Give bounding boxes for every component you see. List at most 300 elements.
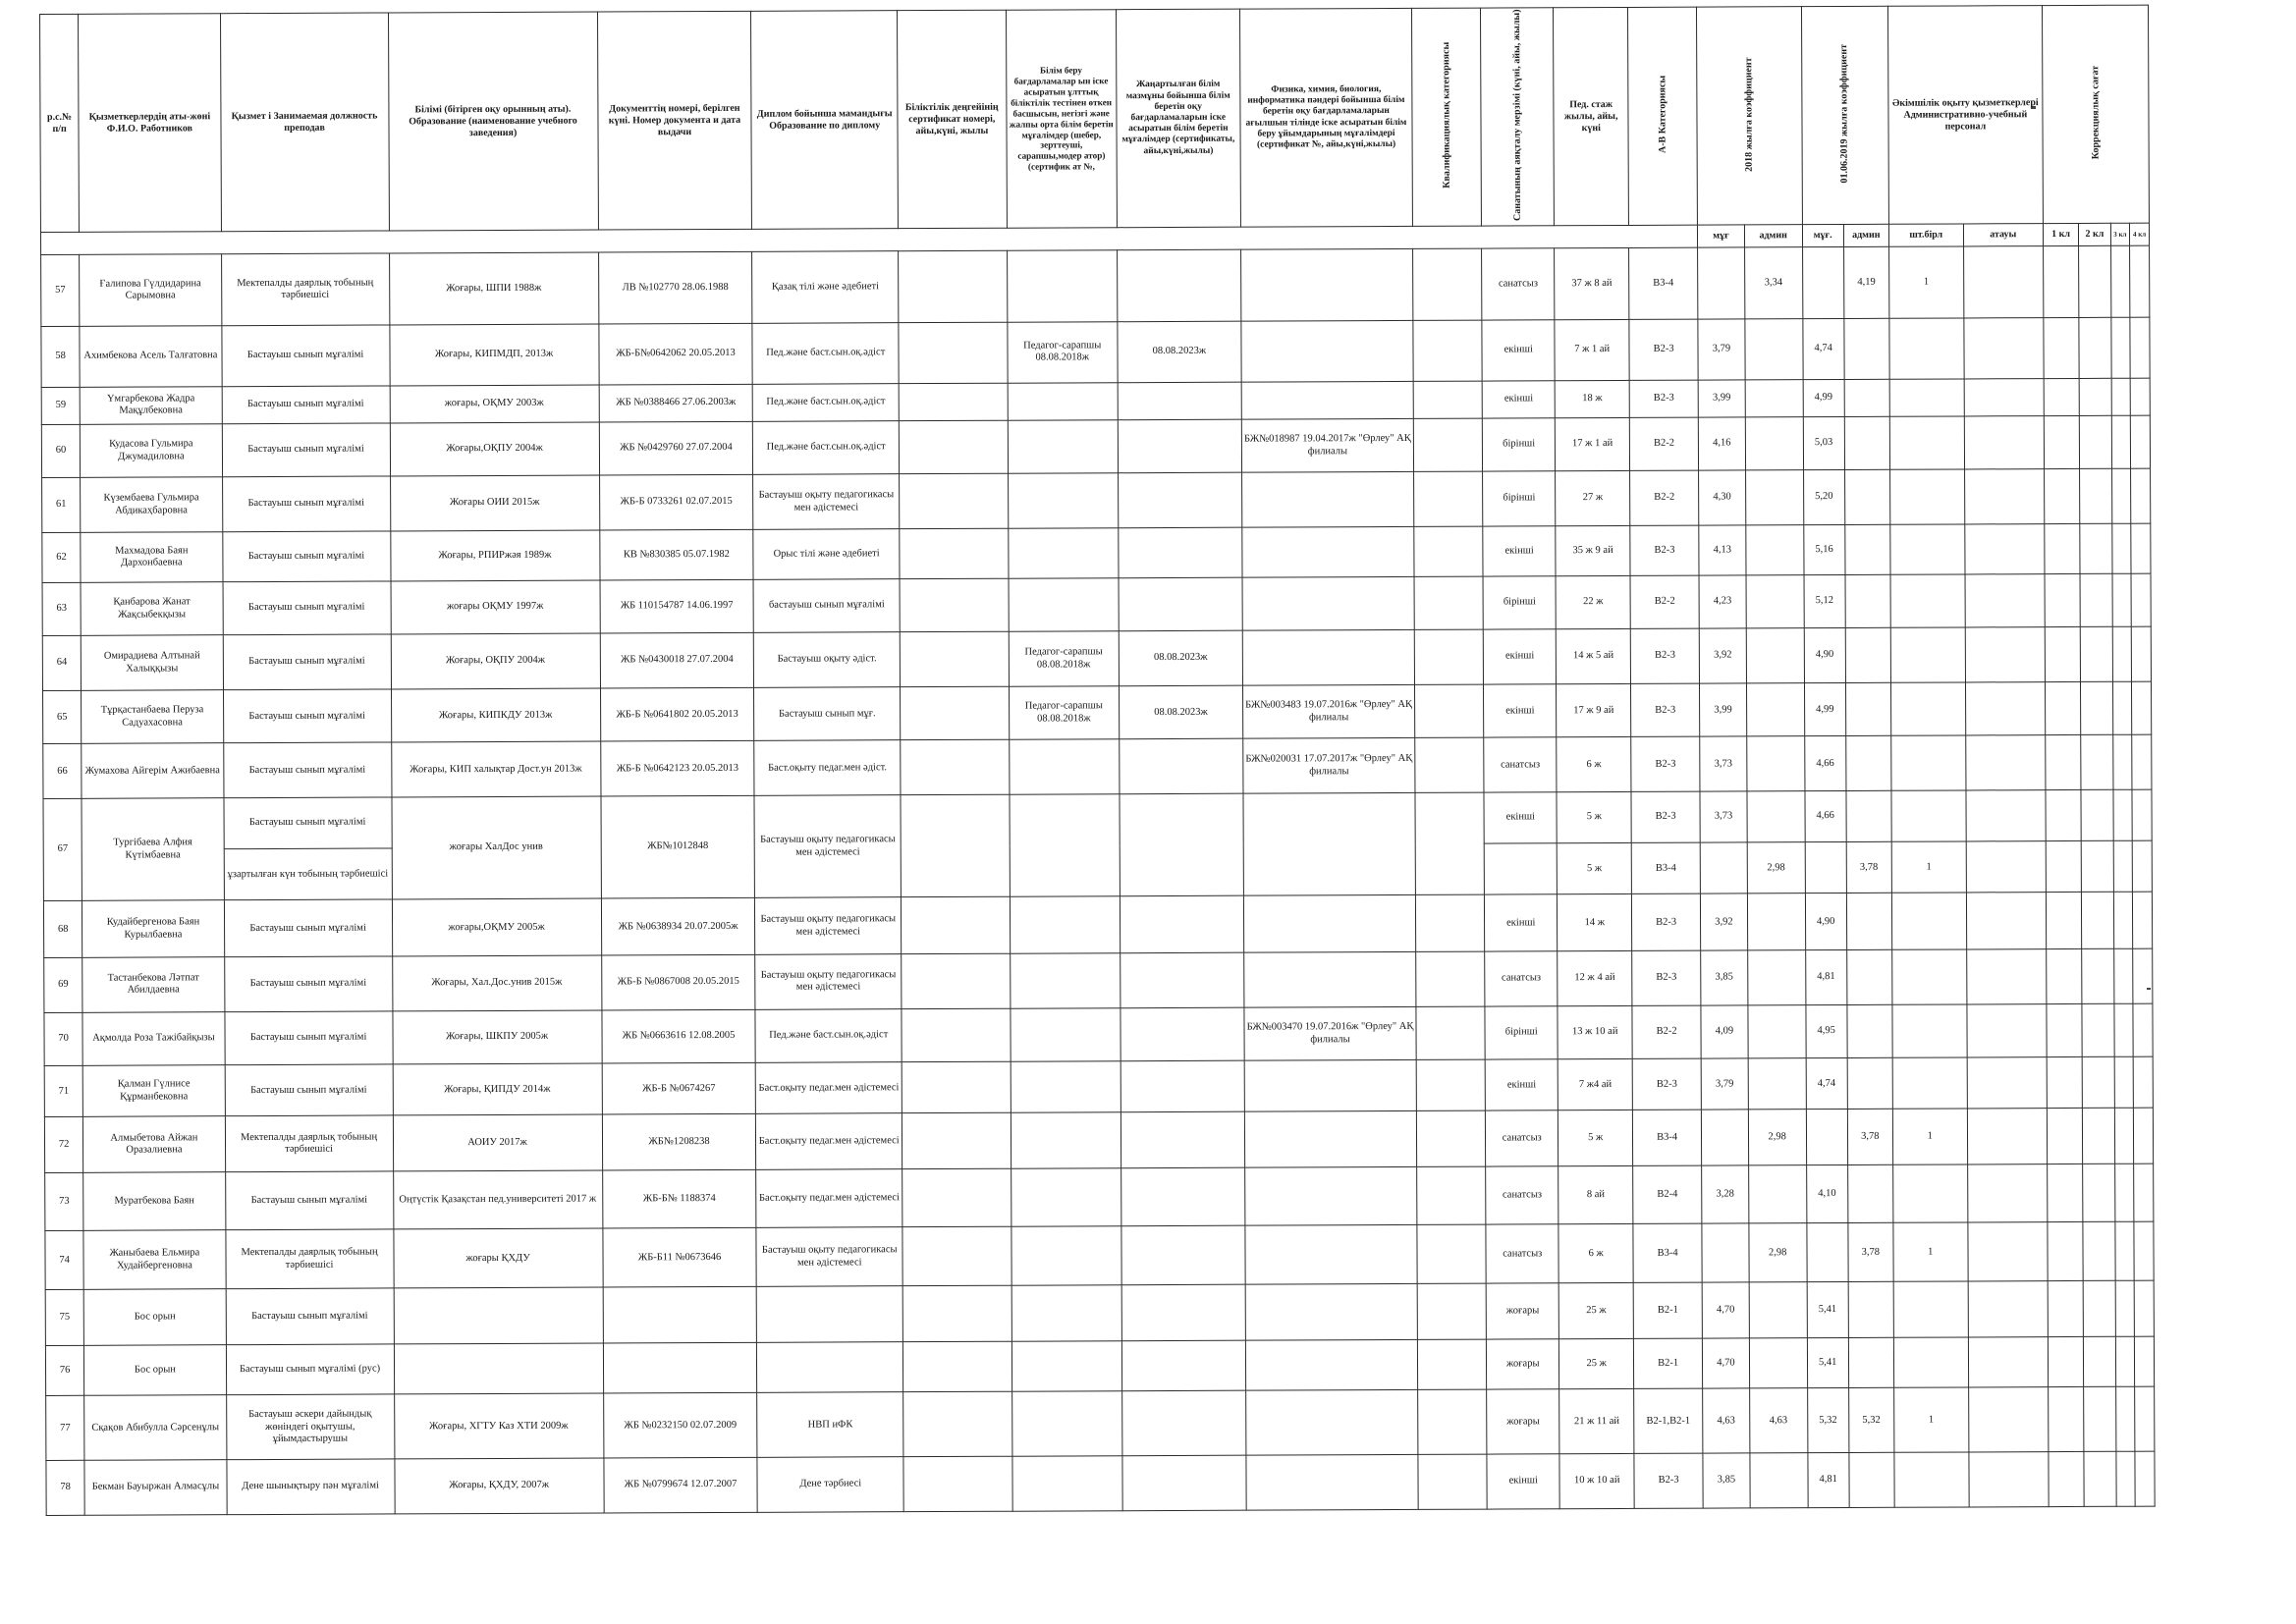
staff-unit xyxy=(1892,1004,1967,1058)
coef-2019-teacher: 4,66 xyxy=(1805,790,1846,841)
class-3-hours xyxy=(2110,318,2130,378)
certificate xyxy=(900,474,1009,529)
document-number: ЖБ №0663616 12.08.2005 xyxy=(601,1009,755,1063)
coef-2018-teacher: 3,85 xyxy=(1701,950,1748,1005)
document-number xyxy=(603,1343,757,1394)
class-2-hours xyxy=(2080,523,2111,573)
admin-title xyxy=(1967,1057,2048,1109)
staff-unit xyxy=(1893,1337,1968,1387)
category-status: санатсыз xyxy=(1482,248,1556,320)
coef-2018-admin xyxy=(1747,950,1805,1005)
category-status: бірінші xyxy=(1485,1006,1558,1060)
coef-2019-admin xyxy=(1845,736,1891,791)
diploma-specialty: Бастауыш оқыту педагогикасы мен әдістемесі xyxy=(755,954,902,1009)
coef-2018-teacher xyxy=(1702,1223,1749,1282)
employee-name: Қанбарова Жанат Жақсыбекқызы xyxy=(81,582,223,636)
employee-name: Кудасова Гульмира Джумадиловна xyxy=(81,424,223,478)
position: Мектепалды даярлық тобының тәрбиешісі xyxy=(225,1115,393,1172)
subheader-sht-birl: шт.бірл xyxy=(1888,224,1963,246)
class-3-hours xyxy=(2112,789,2132,840)
stem-teacher-cert xyxy=(1245,1167,1417,1226)
employee-name: Тургібаева Алфия Күтімбаевна xyxy=(82,798,224,901)
coef-2018-admin xyxy=(1745,379,1803,416)
document-number: ЖБ-Б 0733261 02.07.2015 xyxy=(599,475,753,530)
coef-2018-teacher: 3,99 xyxy=(1700,683,1747,737)
diploma-specialty: Пед.және баст.сын.оқ.әдіст xyxy=(752,323,899,384)
education: Жоғары ОИИ 2015ж xyxy=(390,475,599,531)
coef-2018-admin xyxy=(1749,1282,1807,1338)
table-row xyxy=(41,317,2150,387)
qualification-category xyxy=(1418,1454,1487,1509)
category-ab: В2-2 xyxy=(1630,470,1699,525)
class-2-hours xyxy=(2079,318,2110,379)
coef-2019-admin xyxy=(1844,416,1890,470)
header-specialty: Диплом бойынша мамандығы Образование по диплому xyxy=(751,11,898,230)
updated-program-cert xyxy=(1117,249,1240,322)
education: АОИУ 2017ж xyxy=(393,1114,602,1171)
program-teacher-cert xyxy=(1011,1341,1121,1391)
admin-title xyxy=(1968,1387,2049,1452)
diploma-specialty: Бастауыш оқыту әдіст. xyxy=(754,632,901,687)
admin-title xyxy=(1966,841,2047,893)
employee-name: Алмыбетова Айжан Оразалиевна xyxy=(83,1116,226,1172)
education: жоғары ХалДос унив xyxy=(392,796,601,899)
program-teacher-cert xyxy=(1011,1391,1121,1457)
category-status: екінші xyxy=(1482,380,1555,418)
class-1-hours xyxy=(2046,735,2082,790)
updated-program-cert xyxy=(1120,952,1243,1007)
class-2-hours xyxy=(2080,469,2111,524)
program-teacher-cert xyxy=(1008,420,1118,474)
certificate xyxy=(900,632,1009,687)
coef-2019-admin xyxy=(1847,1004,1893,1058)
updated-program-cert xyxy=(1121,1007,1244,1061)
ped-stage: 12 ж 4 ай xyxy=(1558,951,1632,1006)
category-ab: В2-1 xyxy=(1633,1338,1702,1388)
position: Бастауыш сынып мұғалімі xyxy=(225,1171,393,1230)
row-number: 58 xyxy=(41,327,81,388)
header-category-ab xyxy=(1628,7,1698,226)
coef-2019-admin xyxy=(1848,1337,1893,1387)
document-number: ЖБ№1208238 xyxy=(602,1114,756,1170)
diploma-specialty: Бастауыш оқыту педагогикасы мен әдістемесі xyxy=(756,1227,902,1287)
stem-teacher-cert xyxy=(1244,1060,1416,1112)
class-3-hours xyxy=(2112,627,2132,682)
category-status: екінші xyxy=(1483,629,1557,684)
admin-title xyxy=(1967,1164,2048,1222)
coef-2018-teacher: 3,92 xyxy=(1699,628,1746,683)
ped-stage: 17 ж 1 ай xyxy=(1556,417,1630,471)
qualification-category xyxy=(1414,576,1483,630)
certificate xyxy=(902,1286,1011,1342)
position: Бастауыш сынып мұғалімі xyxy=(224,899,392,957)
class-1-hours xyxy=(2046,841,2082,893)
coef-2019-admin xyxy=(1846,949,1892,1004)
education: жоғары ОҚМУ 1997ж xyxy=(391,580,600,634)
ped-stage: 22 ж xyxy=(1556,575,1630,629)
program-teacher-cert xyxy=(1007,250,1117,322)
class-2-hours xyxy=(2081,627,2112,682)
program-teacher-cert xyxy=(1008,473,1118,528)
coef-2018-teacher: 3,73 xyxy=(1700,791,1747,842)
row-number: 69 xyxy=(44,958,82,1013)
category-ab: В3-4 xyxy=(1632,1110,1701,1165)
stem-teacher-cert xyxy=(1242,526,1414,577)
updated-program-cert xyxy=(1121,1285,1245,1341)
class-1-hours xyxy=(2049,1452,2085,1507)
class-2-hours xyxy=(2080,415,2111,469)
header-admin-staff: Әкімшілік оқыту қызметкерлері Административно-учебный персонал xyxy=(1887,6,2043,225)
category-ab: В2-3 xyxy=(1632,1058,1701,1110)
header-qualification-category-text: Квалификациялық категориясы xyxy=(1440,41,1452,189)
document-number: ЖБ №0429760 27.07.2004 xyxy=(599,421,753,475)
diploma-specialty xyxy=(757,1342,903,1393)
diploma-specialty: Пед.және баст.сын.оқ.әдіст xyxy=(753,383,900,421)
admin-title xyxy=(1967,1222,2048,1282)
table-row xyxy=(46,1451,2155,1515)
updated-program-cert xyxy=(1121,1340,1245,1391)
header-certificate: Біліктілік деңгейінің сертификат номері, айы,күні, жылы xyxy=(897,10,1007,229)
class-1-hours xyxy=(2049,1387,2085,1452)
header-updated-program: Жаңартылған білім мазмұны бойынша білім беретін оқу бағдарламаларын іске асыратын білім беретін мұғалімдер (сертификаты, айы,күні,жылы) xyxy=(1116,9,1240,228)
updated-program-cert xyxy=(1118,473,1241,528)
document-number: ЖБ-Б №0642123 20.05.2013 xyxy=(600,741,754,796)
row-number: 57 xyxy=(41,255,81,327)
document-number: ЛВ №102770 28.06.1988 xyxy=(598,252,752,325)
coef-2019-teacher: 5,16 xyxy=(1803,524,1844,574)
category-status: екінші xyxy=(1485,894,1558,951)
coef-2019-admin xyxy=(1844,319,1890,380)
qualification-category xyxy=(1413,248,1482,320)
education: Жоғары, Хал.Дос.унив 2015ж xyxy=(392,955,601,1011)
class-1-hours xyxy=(2046,893,2082,949)
class-1-hours xyxy=(2044,378,2080,415)
admin-title xyxy=(1964,469,2045,524)
coef-2018-admin xyxy=(1745,470,1803,525)
qualification-category xyxy=(1417,1166,1486,1224)
class-4-hours xyxy=(2134,1221,2154,1280)
updated-program-cert xyxy=(1121,1167,1244,1226)
class-3-hours xyxy=(2114,1109,2134,1164)
subheader-class-1: 1 кл xyxy=(2043,224,2079,246)
certificate xyxy=(901,740,1010,795)
coef-2019-admin: 3,78 xyxy=(1846,841,1891,893)
position: Бастауыш сынып мұғалімі xyxy=(223,581,391,635)
employee-name: Қалман Гүлнисе Құрманбековна xyxy=(82,1065,225,1117)
subheader-admin-2018: админ xyxy=(1744,225,1802,247)
program-teacher-cert xyxy=(1010,896,1120,953)
table-row xyxy=(44,1056,2153,1116)
coef-2018-admin: 2,98 xyxy=(1748,1110,1806,1165)
coef-2018-teacher xyxy=(1698,247,1745,319)
position: Бастауыш сынып мұғалімі xyxy=(223,634,391,689)
class-2-hours xyxy=(2083,1164,2114,1221)
class-2-hours xyxy=(2083,1221,2114,1280)
table-row xyxy=(41,245,2150,326)
table-row xyxy=(45,1281,2154,1346)
row-number: 66 xyxy=(43,744,82,799)
admin-title xyxy=(1963,318,2044,379)
employee-name: Жаныбаева Ельмира Худайбергеновна xyxy=(83,1230,226,1290)
qualification-category xyxy=(1414,471,1483,526)
position: Бастауыш сынып мұғалімі xyxy=(222,476,390,531)
coef-2019-teacher: 4,99 xyxy=(1804,682,1845,736)
employee-name: Бос орын xyxy=(84,1345,227,1396)
staff-unit xyxy=(1889,379,1964,417)
document-number: ЖБ №0638934 20.07.2005ж xyxy=(601,898,755,956)
document-number: ЖБ №0430018 27.07.2004 xyxy=(600,633,754,688)
class-4-hours xyxy=(2135,1336,2155,1386)
ped-stage: 25 ж xyxy=(1559,1283,1634,1339)
qualification-category xyxy=(1415,792,1485,895)
education: Жоғары, КИПКДУ 2013ж xyxy=(391,688,600,742)
category-status: санатсыз xyxy=(1486,1224,1559,1284)
class-3-hours xyxy=(2114,1056,2134,1108)
class-2-hours xyxy=(2084,1386,2116,1451)
table-row xyxy=(45,1336,2154,1395)
diploma-specialty: бастауыш сынып мұғалімі xyxy=(753,579,900,633)
ped-stage: 10 ж 10 ай xyxy=(1559,1454,1634,1509)
category-ab: В2-1,В2-1 xyxy=(1634,1388,1703,1453)
education: Жоғары, ҚХДУ, 2007ж xyxy=(394,1458,603,1514)
certificate xyxy=(902,1113,1011,1169)
category-status: бірінші xyxy=(1483,471,1557,526)
qualification-category xyxy=(1413,418,1482,472)
coef-2019-admin xyxy=(1845,682,1891,736)
class-4-hours xyxy=(2133,1003,2153,1057)
position: Бастауыш сынып мұғалімі xyxy=(224,797,392,849)
employee-name: Сқақов Абибулла Сәрсенұлы xyxy=(84,1395,227,1461)
category-ab: В2-3 xyxy=(1631,791,1700,842)
ped-stage: 13 ж 10 ай xyxy=(1558,1005,1632,1059)
updated-program-cert xyxy=(1121,1112,1244,1168)
table-row xyxy=(42,626,2151,690)
category-ab: В3-4 xyxy=(1631,842,1700,893)
class-3-hours xyxy=(2113,948,2133,1003)
class-1-hours xyxy=(2044,318,2080,379)
table-row xyxy=(43,789,2152,849)
coef-2018-teacher: 4,63 xyxy=(1703,1388,1750,1453)
coef-2019-teacher xyxy=(1805,842,1846,893)
certificate xyxy=(900,528,1009,578)
class-2-hours xyxy=(2079,378,2110,415)
category-status: екінші xyxy=(1487,1454,1560,1509)
class-3-hours xyxy=(2111,378,2131,415)
class-1-hours xyxy=(2045,523,2081,573)
staff-table xyxy=(39,5,2156,1516)
coef-2019-teacher: 4,95 xyxy=(1806,1004,1847,1058)
qualification-category xyxy=(1418,1389,1487,1454)
stem-teacher-cert xyxy=(1241,472,1413,527)
stem-teacher-cert xyxy=(1243,895,1415,953)
category-status: санатсыз xyxy=(1485,1110,1558,1166)
education: Жоғары, РПИРжәя 1989ж xyxy=(390,530,599,581)
employee-name: Ахимбекова Асель Талғатовна xyxy=(80,326,222,387)
coef-2019-teacher: 5,32 xyxy=(1807,1388,1848,1453)
ped-stage: 7 ж 1 ай xyxy=(1555,320,1629,381)
coef-2018-admin xyxy=(1749,1338,1807,1388)
qualification-category xyxy=(1417,1339,1486,1389)
class-4-hours xyxy=(2135,1451,2155,1506)
coef-2019-teacher: 4,90 xyxy=(1805,893,1846,950)
document-number: ЖБ №0388466 27.06.2003ж xyxy=(599,384,753,422)
class-2-hours xyxy=(2081,789,2112,840)
certificate xyxy=(902,1341,1011,1391)
staff-unit xyxy=(1890,524,1965,574)
program-teacher-cert xyxy=(1012,1456,1122,1511)
stem-teacher-cert xyxy=(1245,1225,1417,1285)
coef-2018-teacher: 3,79 xyxy=(1698,319,1745,380)
row-number: 65 xyxy=(43,690,82,744)
certificate xyxy=(899,383,1008,421)
class-2-hours xyxy=(2082,1003,2113,1057)
class-1-hours xyxy=(2045,573,2081,627)
admin-title xyxy=(1966,790,2047,841)
ped-stage: 5 ж xyxy=(1557,791,1631,842)
education: Жоғары, КИП халықтар Дост.ун 2013ж xyxy=(391,741,600,797)
certificate xyxy=(903,1456,1012,1511)
row-number: 75 xyxy=(45,1290,83,1346)
employee-name: Ақмолда Роза Тажібайқызы xyxy=(82,1011,225,1065)
position: Дене шынықтыру пән мұғалімі xyxy=(226,1459,394,1515)
row-number: 77 xyxy=(46,1395,85,1460)
class-4-hours xyxy=(2132,735,2152,790)
coef-2019-admin xyxy=(1846,893,1892,950)
coef-2019-admin xyxy=(1845,628,1891,683)
category-status: екінші xyxy=(1483,526,1556,576)
program-teacher-cert: Педагог-сарапшы 08.08.2018ж xyxy=(1009,631,1119,686)
class-4-hours xyxy=(2132,789,2152,840)
class-4-hours xyxy=(2133,1056,2153,1108)
updated-program-cert xyxy=(1121,1060,1244,1112)
employee-name: Күзембаева Гульмира Абдикаҳбаровна xyxy=(81,477,223,532)
coef-2018-admin: 4,63 xyxy=(1749,1388,1807,1453)
education xyxy=(394,1287,603,1344)
coef-2018-admin xyxy=(1747,893,1805,950)
class-3-hours xyxy=(2113,1003,2133,1057)
diploma-specialty: Бастауыш оқыту педагогикасы мен әдістемесі xyxy=(755,897,902,955)
document-number: ЖБ №0799674 12.07.2007 xyxy=(603,1458,757,1513)
employee-name: Муратбекова Баян xyxy=(83,1172,226,1231)
updated-program-cert xyxy=(1121,1225,1245,1285)
coef-2018-admin: 2,98 xyxy=(1749,1223,1807,1282)
staff-unit: 1 xyxy=(1893,1222,1968,1282)
qualification-category xyxy=(1414,526,1483,576)
class-4-hours xyxy=(2131,626,2151,681)
employee-name: Үмгарбекова Жадра Мақұлбековна xyxy=(80,386,221,424)
coef-2019-admin xyxy=(1845,574,1891,628)
updated-program-cert xyxy=(1119,527,1242,578)
admin-title xyxy=(1964,416,2045,470)
staff-unit: 1 xyxy=(1892,1109,1967,1164)
row-number: 78 xyxy=(46,1461,84,1516)
coef-2019-teacher xyxy=(1806,1110,1847,1165)
admin-title xyxy=(1964,524,2045,574)
header-position: Қызмет і Занимаемая должность преподав xyxy=(220,13,389,232)
class-2-hours xyxy=(2081,735,2112,790)
employee-name: Махмадова Баян Дархонбаевна xyxy=(81,532,223,583)
staff-unit xyxy=(1891,790,1966,841)
position: Бастауыш сынып мұғалімі xyxy=(222,423,390,477)
program-teacher-cert xyxy=(1009,578,1119,632)
qualification-category xyxy=(1417,1284,1486,1340)
category-status: екінші xyxy=(1484,684,1558,738)
document-number: ЖБ№1012848 xyxy=(600,795,754,898)
program-teacher-cert xyxy=(1008,528,1118,578)
coef-2018-teacher: 3,92 xyxy=(1701,893,1748,950)
row-number: 62 xyxy=(42,532,81,582)
class-2-hours xyxy=(2080,573,2111,627)
diploma-specialty: НВП иФК xyxy=(757,1392,903,1458)
class-2-hours xyxy=(2083,1281,2114,1337)
qualification-category xyxy=(1415,737,1484,792)
education: Оңтүстік Қазақстан пед.университеті 2017 ж xyxy=(393,1170,602,1229)
employee-name: Тастанбекова Ләтпат Абилдаевна xyxy=(82,957,225,1012)
qualification-category xyxy=(1413,320,1482,381)
class-3-hours xyxy=(2112,735,2132,790)
position: Бастауыш әскери дайындық жөніндегі оқытушы, ұйымдастырушы xyxy=(226,1394,394,1460)
program-teacher-cert xyxy=(1008,382,1118,420)
category-ab: В2-3 xyxy=(1632,950,1701,1005)
diploma-specialty: Қазақ тілі және әдебиеті xyxy=(752,251,899,324)
category-ab: В2-3 xyxy=(1629,380,1698,418)
class-2-hours xyxy=(2082,1057,2113,1109)
stem-teacher-cert xyxy=(1240,249,1412,322)
stem-teacher-cert: БЖ№020031 17.07.2017ж "Өрлеу" АҚ филиалы xyxy=(1243,738,1415,793)
stem-teacher-cert xyxy=(1245,1340,1417,1391)
position: Бастауыш сынып мұғалімі xyxy=(221,325,389,386)
document-number xyxy=(603,1287,757,1343)
class-3-hours xyxy=(2115,1336,2135,1386)
category-status: екінші xyxy=(1485,1059,1558,1110)
diploma-specialty: Орыс тілі және әдебиеті xyxy=(753,529,900,580)
program-teacher-cert xyxy=(1011,1061,1121,1113)
coef-2019-admin xyxy=(1849,1452,1895,1507)
program-teacher-cert xyxy=(1011,1008,1121,1062)
class-2-hours xyxy=(2081,681,2112,735)
coef-2019-teacher: 4,81 xyxy=(1805,950,1846,1005)
admin-title xyxy=(1965,627,2046,682)
coef-2018-admin xyxy=(1746,736,1804,791)
diploma-specialty: Пед.және баст.сын.оқ.әдіст xyxy=(753,421,900,475)
document-number: ЖБ-Б №0867008 20.05.2015 xyxy=(601,955,755,1010)
position: ұзартылған күн тобының тәрбиешісі xyxy=(224,848,392,900)
coef-2019-teacher: 4,10 xyxy=(1806,1165,1847,1223)
header-name: Қызметкерлердің аты-жөні Ф.И.О. Работников xyxy=(79,14,221,233)
class-3-hours xyxy=(2114,1221,2134,1280)
coef-2018-admin: 3,34 xyxy=(1744,247,1802,319)
stem-teacher-cert: БЖ№003470 19.07.2016ж "Өрлеу" АҚ филиалы xyxy=(1244,1006,1416,1060)
header-qualification-category xyxy=(1412,8,1482,227)
class-2-hours xyxy=(2084,1336,2115,1386)
program-teacher-cert xyxy=(1011,1112,1121,1168)
staff-unit xyxy=(1890,682,1965,736)
subheader-class-3: 3 кл xyxy=(2110,224,2130,246)
ped-stage: 37 ж 8 ай xyxy=(1555,248,1629,320)
subheader-mug-2018: мұғ xyxy=(1698,225,1745,247)
ped-stage: 35 ж 9 ай xyxy=(1556,525,1630,575)
coef-2018-admin xyxy=(1748,1165,1806,1223)
updated-program-cert: 08.08.2023ж xyxy=(1119,685,1242,739)
coef-2018-teacher xyxy=(1700,842,1747,893)
diploma-specialty: Бастауыш сынып мұғ. xyxy=(754,687,901,741)
qualification-category xyxy=(1416,1110,1485,1166)
education: Жоғары, ШКПУ 2005ж xyxy=(392,1010,601,1064)
class-2-hours xyxy=(2079,246,2111,318)
coef-2018-teacher: 3,85 xyxy=(1703,1453,1750,1508)
certificate xyxy=(903,1391,1012,1457)
qualification-category xyxy=(1415,684,1484,738)
